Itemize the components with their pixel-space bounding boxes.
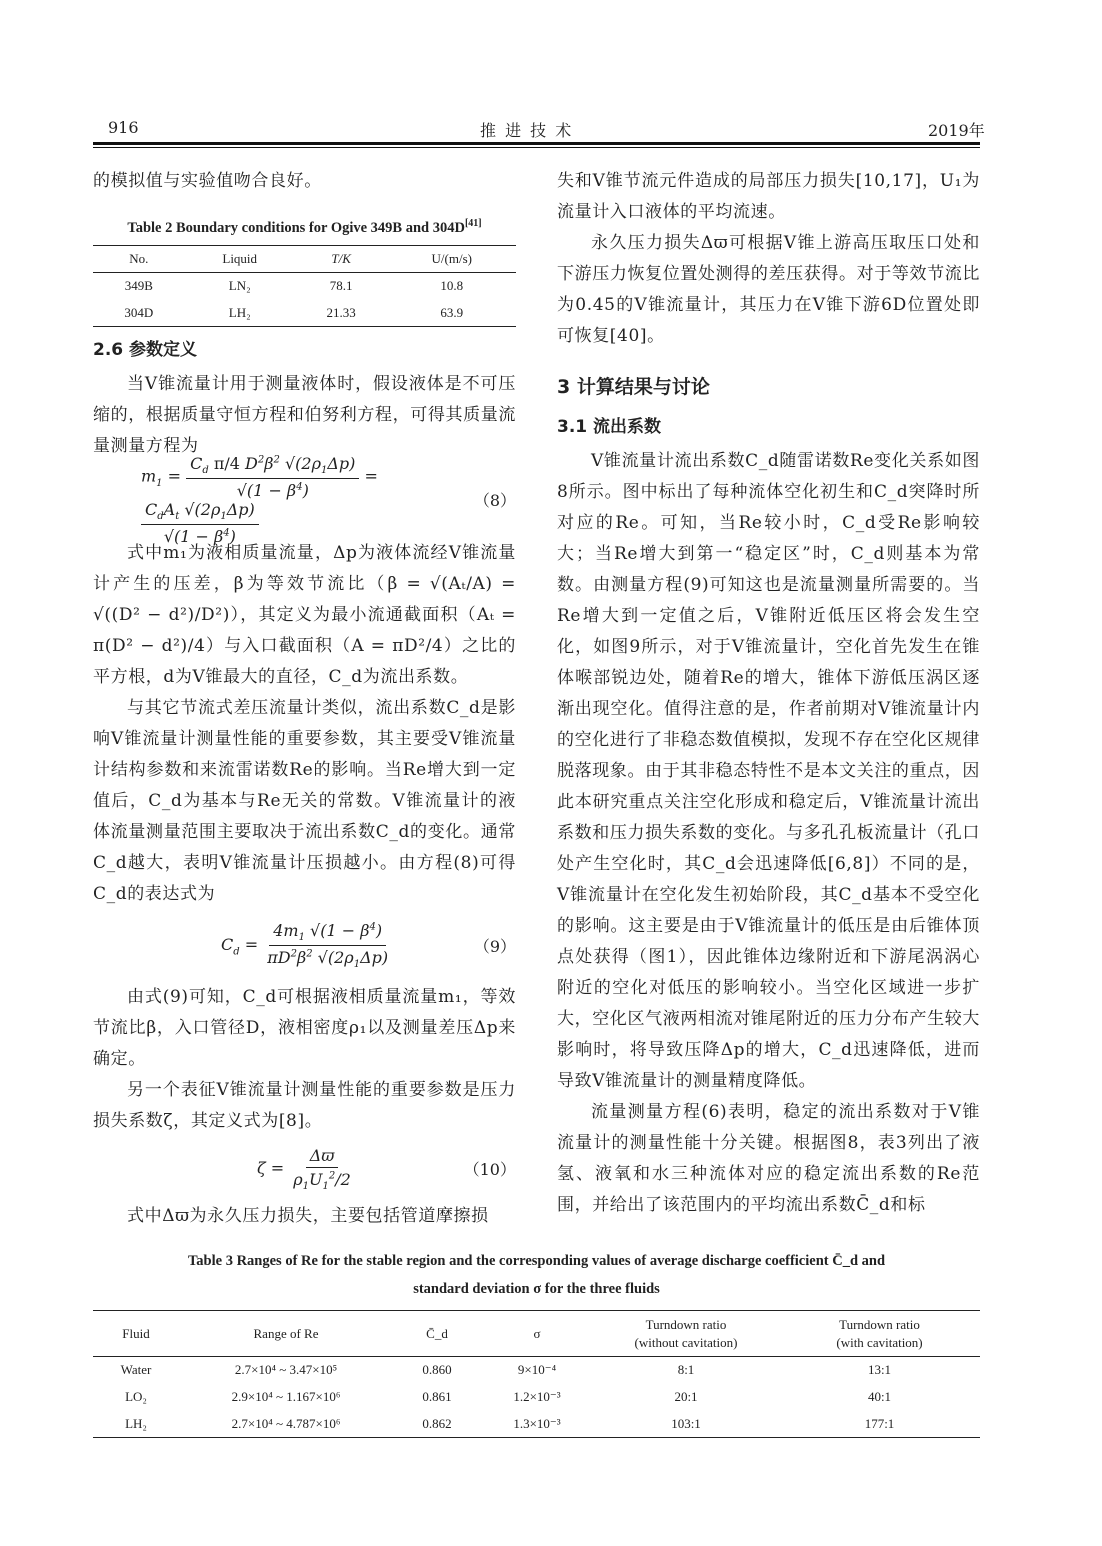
table3 <box>93 1310 980 1438</box>
equation-number: （9） <box>473 937 516 957</box>
paragraph: 失和V锥节流元件造成的局部压力损失[10,17]，U₁为流量计入口液体的平均流速。 <box>557 171 980 222</box>
table-row <box>93 1384 980 1411</box>
table2 <box>93 245 516 327</box>
table2-header-cell: Liquid <box>222 250 258 266</box>
header-rule-thin <box>93 147 980 148</box>
table2-header-cell: U/(m/s) <box>431 250 472 266</box>
table-cell: 13:1 <box>867 1362 892 1378</box>
table2-caption: Table 2 Boundary conditions for Ogive 349B and 304D[41] <box>127 218 482 236</box>
header-text: Turndown ratio <box>839 1316 920 1332</box>
equation-8: $m_1$ = $\frac{C_d \pi/4 D^2\beta^2 √(2\rho_1\Delta p)}{√(1 - \beta^4)}$ = $\frac{C_dA_t √(2\rho_1\Delta p)}{√(1 - \beta^4)}$ （8） <box>141 453 516 547</box>
table-cell: 9×10⁻⁴ <box>517 1362 557 1378</box>
table-cell: 0.862 <box>422 1415 452 1431</box>
table-cell: 8:1 <box>677 1362 695 1378</box>
page-number: 916 <box>108 118 139 137</box>
table-cell: 21.33 <box>326 304 356 320</box>
table-cell: 63.9 <box>440 304 464 320</box>
paragraph: 流量测量方程(6)表明，稳定的流出系数对于V锥流量计的测量性能十分关键。根据图8，表3列出了液氢、液氧和水三种流体对应的稳定流出系数的Re范围，并给出了该范围内的平均流出系数C̄_d和标 <box>557 1102 980 1215</box>
section-3-heading: 3 计算结果与讨论 <box>557 376 710 398</box>
right-column <box>557 166 980 1221</box>
table3-header-cell: Fluid <box>122 1325 150 1341</box>
paragraph-intro: 的模拟值与实验值吻合良好。 <box>93 171 322 191</box>
paragraph: 式中m₁为液相质量流量，Δp为液体流经V锥流量计产生的压差，β为等效节流比（β = √(Aₜ/A) = √((D² − d²)/D²)），其定义为最小流通截面积（Aₜ = π(D² − d²)/4）与入口截面积（A = πD²/4）之比的平方根，d为V锥最大的直径，C_d为流出系数。 <box>93 542 516 687</box>
table3-block <box>93 1248 980 1438</box>
header-text: (with cavitation) <box>836 1334 923 1350</box>
paragraph: V锥流量计流出系数C_d随雷诺数Re变化关系如图8所示。图中标出了每种流体空化初生和C_d突降时所对应的Re。可知，当Re较小时，C_d受Re影响较大；当Re增大到第一“稳定区”时，C_d则基本为常数。由测量方程(9)可知这也是流量测量所需要的。当Re增大到一定值之后，V锥附近低压区将会发生空化，如图9所示，对于V锥流量计，空化首先发生在锥体喉部锐边处，随着Re的增大，锥体下游低压涡区逐渐出现空化。值得注意的是，作者前期对V锥流量计内的空化进行了非稳态数值模拟，发现不存在空化区规律脱落现象。由于其非稳态特性不是本文关注的重点，因此本研究重点关注空化形成和稳定后，V锥流量计流出系数和压力损失系数的变化。与多孔孔板流量计（孔口处产生空化时，其C_d会迅速降低[6,8]）不同的是，V锥流量计在空化发生初始阶段，其C_d基本不受空化的影响。这主要是由于V锥流量计的低压是由后锥体顶点处获得（图1），因此锥体边缘附近和下游尾涡涡心附近的空化对低压的影响较小。当空化区域进一步扩大，空化区气液两相流对锥尾附近的压力分布产生较大影响时，将导致压降Δp的增大，C_d迅速降低，进而导致V锥流量计的测量精度降低。 <box>557 451 980 1091</box>
left-column <box>93 166 516 1232</box>
table-cell: LH₂ <box>228 304 251 320</box>
table3-header-cell: Range of Re <box>253 1325 319 1341</box>
header-text: (without cavitation) <box>634 1334 738 1350</box>
table-cell: 304D <box>124 304 154 320</box>
header-rule-thick <box>93 142 980 145</box>
table-cell: 0.860 <box>422 1362 452 1378</box>
table-cell: 177:1 <box>864 1415 895 1431</box>
equation-number: （10） <box>463 1160 516 1180</box>
header-text: Turndown ratio <box>645 1316 727 1332</box>
table3-caption-line2: standard deviation σ for the three fluids <box>413 1281 660 1297</box>
section-2-6-heading: 2.6 参数定义 <box>93 339 198 360</box>
table3-caption-line1: Table 3 Ranges of Re for the stable region and the corresponding values of average discharge coefficient C̄_d and <box>187 1253 886 1269</box>
table3-header-row <box>93 1311 980 1357</box>
table-cell: 20:1 <box>674 1389 698 1404</box>
table2-header-cell: T/K <box>331 250 351 266</box>
equation-9: $C_d$ = $\frac{4m_1 √(1 - \beta^4)}{\pi D^2\beta^2 √(2\rho_1\Delta p)}$ （9） <box>221 921 516 971</box>
table-cell: 78.1 <box>329 278 353 294</box>
table-cell: 0.861 <box>422 1389 452 1404</box>
paragraph: 式中Δϖ为永久压力损失，主要包括管道摩擦损 <box>127 1205 489 1226</box>
table-cell: 1.2×10⁻³ <box>513 1389 561 1404</box>
table-cell: 40:1 <box>867 1389 892 1404</box>
table-cell: 2.7×10⁴ ~ 3.47×10⁵ <box>234 1362 338 1378</box>
journal-name: 推 进 技 术 <box>480 121 574 140</box>
table2-header-row <box>93 245 516 272</box>
table-cell: LO₂ <box>125 1389 147 1404</box>
table-cell: 103:1 <box>671 1415 701 1431</box>
year: 2019年 <box>928 121 985 140</box>
table3-header-cell: C̄_d <box>426 1325 448 1341</box>
table-cell: 2.7×10⁴ ~ 4.787×10⁶ <box>231 1415 341 1431</box>
table-cell: 2.9×10⁴ ~ 1.167×10⁶ <box>231 1389 341 1404</box>
equation-number: （8） <box>473 491 516 511</box>
table-row <box>93 272 516 299</box>
table2-header-cell: No. <box>129 250 149 266</box>
section-3-1-heading: 3.1 流出系数 <box>557 417 662 437</box>
paragraph: 与其它节流式差压流量计类似，流出系数C_d是影响V锥流量计测量性能的重要参数，其主要受V锥流量计结构参数和来流雷诺数Re的影响。当Re增大到一定值后，C_d为基本与Re无关的常数。V锥流量计的液体流量测量范围主要取决于流出系数C_d的变化。通常C_d越大，表明V锥流量计压损越小。由方程(8)可得C_d的表达式为 <box>93 697 516 904</box>
table-cell: LN₂ <box>228 278 251 294</box>
table-cell: 1.3×10⁻³ <box>513 1415 561 1431</box>
table-row <box>93 1411 980 1438</box>
table-row <box>93 299 516 326</box>
table-cell: 349B <box>124 278 153 294</box>
table-cell: 10.8 <box>440 278 464 294</box>
table3-header-cell: σ <box>533 1325 541 1341</box>
paragraph: 由式(9)可知，C_d可根据液相质量流量m₁，等效节流比β，入口管径D，液相密度ρ₁以及测量差压Δp来确定。 <box>93 986 516 1069</box>
paragraph: 当V锥流量计用于测量液体时，假设液体是不可压缩的，根据质量守恒方程和伯努利方程，可得其质量流量测量方程为 <box>93 373 516 456</box>
table-cell: LH₂ <box>125 1415 147 1431</box>
table3-header-cell <box>593 1311 779 1357</box>
table3-header-cell <box>779 1311 980 1357</box>
paragraph: 另一个表征V锥流量计测量性能的重要参数是压力损失系数ζ，其定义式为[8]。 <box>93 1079 516 1131</box>
table-row <box>93 1357 980 1384</box>
table-cell: Water <box>120 1362 152 1378</box>
paragraph: 永久压力损失Δϖ可根据V锥上游高压取压口处和下游压力恢复位置处测得的差压获得。对于等效节流比为0.45的V锥流量计，其压力在V锥下游6D位置处即可恢复[40]。 <box>557 233 980 346</box>
equation-10: ζ = $\frac{\Delta ϖ}{\rho_1U_1^2/2}$ （10） <box>257 1145 516 1192</box>
